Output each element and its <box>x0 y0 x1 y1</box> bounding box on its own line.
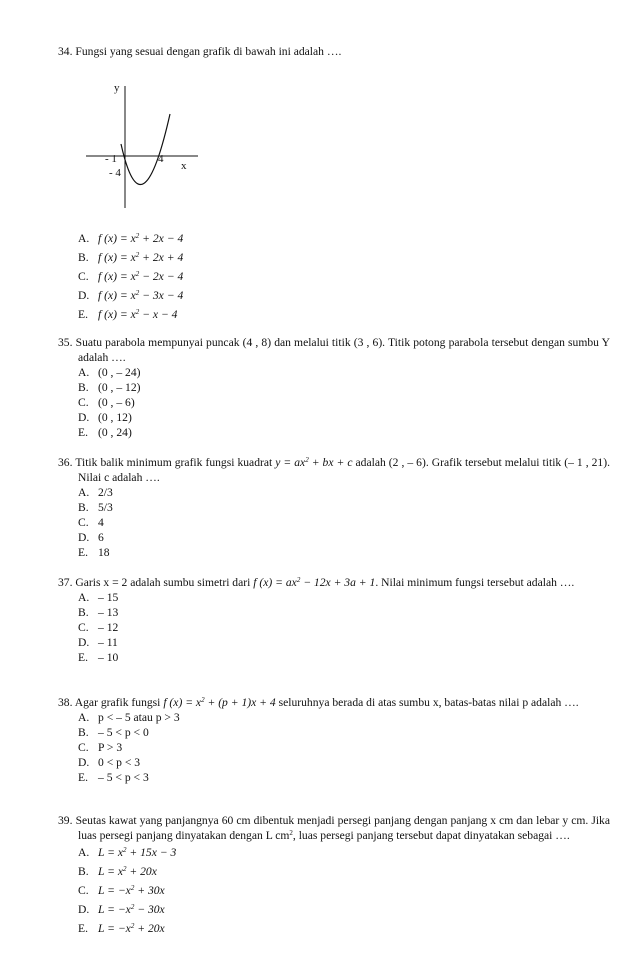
question-36-equation: $y = ax^2$ + bx + c <box>275 456 353 469</box>
option-d[interactable]: D. f $(x) = x^2 - 3x - 4$ <box>78 289 184 302</box>
option-expression: $L = x^2 + 15x - 3$ <box>98 846 177 859</box>
option-e[interactable]: E. $L = -x^2 + 20x$ <box>78 922 165 935</box>
question-34-text: 34. Fungsi yang sesuai dengan grafik di bawah ini adalah …. <box>58 45 342 58</box>
question-35-text: 35. Suatu parabola mempunyai puncak (4 , 8) dan melalui titik (3 , 6). Titik potong parabola tersebut dengan sumbu Y adalah …. <box>58 336 610 364</box>
option-b[interactable]: B. (0 , – 12) <box>78 381 141 394</box>
option-expression: f $(x) = x^2 - 3x - 4$ <box>98 289 184 302</box>
question-37-text: 37. Garis x = 2 adalah sumbu simetri dari f $(x) = ax^2 - 12x + 3a + 1$. Nilai minimum fungsi tersebut adalah …. <box>58 576 575 589</box>
option-a[interactable]: A. $L = x^2 + 15x - 3$ <box>78 846 177 859</box>
option-a[interactable]: A. 2/3 <box>78 486 113 499</box>
question-35 <box>58 335 610 440</box>
option-e[interactable]: E. (0 , 24) <box>78 426 132 439</box>
question-36-text: 36. Titik balik minimum grafik fungsi kuadrat $y = ax^2$ + bx + c adalah (2 , – 6). Grafik tersebut melalui titik (– 1 , 21). Nilai c adalah …. <box>58 456 610 484</box>
option-b[interactable]: B. 5/3 <box>78 501 113 514</box>
option-expression: f $(x) = x^2 - x - 4$ <box>98 308 178 321</box>
parabola-curve <box>121 114 170 185</box>
option-a[interactable]: A. (0 , – 24) <box>78 366 141 379</box>
option-a[interactable]: A. p < – 5 atau p > 3 <box>78 711 180 724</box>
option-expression: f $(x) = x^2 + 2x - 4$ <box>98 232 184 245</box>
question-38 <box>58 695 610 785</box>
label-minus-four: - 4 <box>109 167 121 179</box>
label-minus-one: - 1 <box>105 153 117 165</box>
y-axis-label: y <box>114 82 120 94</box>
option-c[interactable]: C. – 12 <box>78 621 119 634</box>
option-b[interactable]: B. f $(x) = x^2 + 2x + 4$ <box>78 251 184 264</box>
question-39-text: 39. Seutas kawat yang panjangnya 60 cm dibentuk menjadi persegi panjang dengan panjang x cm dan lebar y cm. Jika luas persegi panjang dinyatakan dengan L $cm^2$, luas persegi panjang tersebut dapat dinyatakan sebagai …. <box>58 814 610 842</box>
option-c[interactable]: C. (0 , – 6) <box>78 396 135 409</box>
option-expression: $L = x^2 + 20x$ <box>98 865 157 878</box>
question-38-text: 38. Agar grafik fungsi f $(x) = x^2 + (p + 1)x + 4$ seluruhnya berada di atas sumbu x, batas-batas nilai p adalah …. <box>58 696 579 709</box>
x-axis-label: x <box>181 160 187 172</box>
option-d[interactable]: D. – 11 <box>78 636 118 649</box>
option-expression: $L = -x^2 + 20x$ <box>98 922 165 935</box>
option-c[interactable]: C. P > 3 <box>78 741 123 754</box>
option-d[interactable]: D. $L = -x^2 - 30x$ <box>78 903 165 916</box>
option-b[interactable]: B. – 5 < p < 0 <box>78 726 149 739</box>
option-expression: $L = -x^2 + 30x$ <box>98 884 165 897</box>
question-34-options <box>58 229 610 324</box>
option-a[interactable]: A. – 15 <box>78 591 119 604</box>
question-36 <box>58 455 610 560</box>
option-a[interactable]: A. f $(x) = x^2 + 2x - 4$ <box>78 232 184 245</box>
parabola-graph <box>80 78 210 214</box>
question-34 <box>58 44 610 59</box>
option-expression: f $(x) = x^2 + 2x + 4$ <box>98 251 184 264</box>
option-b[interactable]: B. – 13 <box>78 606 119 619</box>
option-c[interactable]: C. $L = -x^2 + 30x$ <box>78 884 165 897</box>
question-38-equation: f $(x) = x^2 + (p + 1)x + 4$ <box>163 696 276 709</box>
option-c[interactable]: C. 4 <box>78 516 104 529</box>
option-d[interactable]: D. (0 , 12) <box>78 411 132 424</box>
question-37-equation: f $(x) = ax^2 - 12x + 3a + 1$ <box>253 576 376 589</box>
option-expression: $L = -x^2 - 30x$ <box>98 903 165 916</box>
option-d[interactable]: D. 6 <box>78 531 104 544</box>
option-e[interactable]: E. f $(x) = x^2 - x - 4$ <box>78 308 178 321</box>
option-expression: f $(x) = x^2 - 2x - 4$ <box>98 270 184 283</box>
option-e[interactable]: E. 18 <box>78 546 110 559</box>
label-four: 4 <box>158 153 164 165</box>
question-39 <box>58 813 610 938</box>
option-c[interactable]: C. f $(x) = x^2 - 2x - 4$ <box>78 270 184 283</box>
option-e[interactable]: E. – 10 <box>78 651 119 664</box>
option-d[interactable]: D. 0 < p < 3 <box>78 756 141 769</box>
option-b[interactable]: B. $L = x^2 + 20x$ <box>78 865 157 878</box>
question-37 <box>58 575 610 665</box>
option-e[interactable]: E. – 5 < p < 3 <box>78 771 149 784</box>
